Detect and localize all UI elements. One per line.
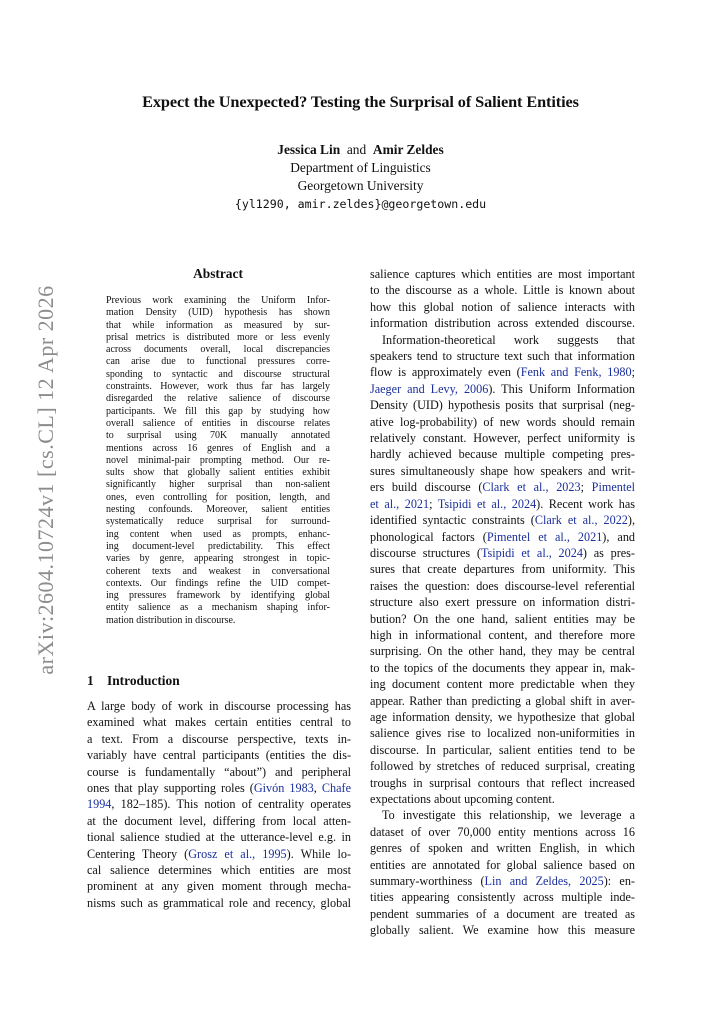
abstract-line: mation distribution in discourse.: [106, 614, 236, 626]
text-segment: ). While lo-: [286, 846, 352, 861]
text-line: prominent at any given moment through mecha-: [87, 879, 351, 894]
text-line: pendent summaries of a document are treated as: [370, 906, 635, 921]
text-segment: ), and: [602, 529, 636, 544]
author-name: Amir Zeldes: [372, 142, 444, 157]
text-line: speakers tend to structure text such that information: [370, 349, 635, 364]
text-line: Information-theoretical work suggests that: [382, 332, 635, 347]
citation-link[interactable]: Tsipidi et al., 2024: [437, 496, 537, 511]
text-line: troughs in surprisal contours that reflect increased: [370, 775, 635, 790]
text-line: globally salient. We examine how this measure: [370, 923, 635, 938]
text-line: [370, 873, 635, 889]
text-line: entities are annotated for global salience based on: [370, 857, 635, 872]
text-segment: discourse structures (: [370, 545, 481, 560]
text-line: [370, 529, 635, 545]
section-heading-introduction: [87, 673, 350, 689]
abstract-line: prisal metrics is distributed more or less evenly: [106, 331, 330, 343]
text-line: variably have central participants (entities the dis-: [87, 748, 351, 763]
introduction-text-right-column: [370, 266, 635, 939]
abstract-line: constraints. However, work thus far has largely: [106, 381, 330, 393]
text-line: raises the question: does discourse-level referential: [370, 578, 635, 593]
section-title: Introduction: [107, 673, 180, 688]
text-segment: ). This Uniform Information: [488, 381, 635, 396]
text-line: ing document content more predictable when they: [370, 677, 635, 692]
text-line: [87, 796, 351, 812]
text-line: [87, 846, 351, 862]
text-segment: ers build discourse (: [370, 480, 483, 495]
text-line: high in informational content, and therefore more: [370, 627, 635, 642]
text-line: age information density, we hypothesize that global: [370, 709, 635, 724]
text-line: ative log-probability) of new words should remain: [370, 414, 635, 429]
text-line: course is fundamentally “about”) and peripheral: [87, 764, 351, 779]
text-line: how this global notion of salience interacts with: [370, 299, 635, 314]
citation-link[interactable]: Clark et al., 2022: [534, 513, 628, 528]
text-segment: , 182–185). This notion of centrality operates: [111, 797, 351, 812]
text-segment: ) as pres-: [582, 545, 635, 560]
text-segment: ;: [631, 365, 635, 380]
author-conjunction: and: [346, 142, 367, 157]
author-names: [0, 141, 721, 159]
abstract-heading: Abstract: [193, 266, 243, 281]
text-line: nisms such as grammatical role and recency, global: [87, 895, 351, 910]
abstract-line: sults show that globally salient entities exhibit: [106, 467, 330, 479]
text-segment: Centering Theory (: [87, 846, 189, 861]
abstract-line: that while information as measured by sur-: [106, 319, 330, 331]
text-line: expectations about upcoming content.: [370, 792, 555, 806]
text-line: cal salience determines which entities are most: [87, 863, 351, 878]
author-department: Department of Linguistics: [290, 160, 431, 175]
text-line: information distribution across extended discourse.: [370, 316, 635, 331]
text-line: sures simultaneously shape how speakers and writ-: [370, 463, 635, 478]
text-line: bution? On the one hand, salient entities may be: [370, 611, 635, 626]
text-segment: identified syntactic constraints (: [370, 513, 535, 528]
citation-link[interactable]: Fenk and Fenk, 1980: [520, 365, 632, 380]
text-segment: phonological factors (: [370, 529, 487, 544]
abstract-line: coherent texts and weakest in conversational: [106, 565, 330, 577]
text-segment: summary-worthiness (: [370, 874, 485, 889]
abstract-line: sponding to syntactic and discourse structural: [106, 368, 330, 380]
author-name: Jessica Lin: [277, 142, 341, 157]
text-line: surprising. On the other hand, they may be central: [370, 644, 635, 659]
abstract-line: can arise due to functional pressures corre-: [106, 356, 330, 368]
text-line: [370, 381, 635, 397]
abstract-line: mation Density (UID) hypothesis has shown: [106, 307, 330, 319]
text-segment: ),: [627, 513, 635, 528]
abstract-line: varies by genre, appearing strongest in topic-: [106, 553, 330, 565]
text-line: [87, 780, 351, 796]
text-segment: ): en-: [603, 874, 635, 889]
citation-link[interactable]: Jaeger and Levy, 2006: [370, 381, 489, 396]
text-line: dataset of over 70,000 entity mentions across 16: [370, 824, 635, 839]
abstract-line: ing content when used as prompts, enhanc-: [106, 528, 330, 540]
arxiv-identifier-stamp: arXiv:2604.10724v1 [cs.CL] 12 Apr 2026: [33, 285, 58, 675]
citation-link[interactable]: et al., 2021: [370, 496, 430, 511]
citation-link[interactable]: Grosz et al., 1995: [188, 846, 287, 861]
abstract-line: nesting confounds. Moreover, salient entities: [106, 504, 330, 516]
text-line: tional salience studied at the utterance-level e.g. in: [87, 830, 351, 845]
abstract-line: to surprisal using 70K manually annotated: [106, 430, 330, 442]
text-line: To investigate this relationship, we leverage a: [382, 808, 635, 823]
text-line: to the discourse as a whole. Little is known about: [370, 283, 635, 298]
citation-link[interactable]: 1994: [87, 797, 112, 812]
paper-title: Expect the Unexpected? Testing the Surprisal of Salient Entities: [142, 92, 579, 111]
introduction-text-left-column: [87, 698, 351, 911]
text-segment: ones that play supporting roles (: [87, 781, 254, 796]
text-line: a text. From a discourse perspective, texts in-: [87, 731, 351, 746]
text-segment: ,: [313, 781, 322, 796]
abstract-line: systematically reduce surprisal for surround-: [106, 516, 330, 528]
text-line: to the topics of the documents they appear in, mak-: [370, 660, 635, 675]
text-line: salience gives rise to localized non-uniformities in: [370, 726, 635, 741]
abstract-line: disregarded the relative salience of discourse: [106, 393, 330, 405]
text-line: discourse. In particular, salient entities tend to be: [370, 742, 635, 757]
author-university: Georgetown University: [297, 178, 424, 193]
text-line: examined what makes certain entities central to: [87, 715, 351, 730]
text-line: at the document level, differing from local atten-: [87, 813, 351, 828]
citation-link[interactable]: Clark et al., 2023: [482, 480, 581, 495]
citation-link[interactable]: Chafe: [321, 781, 352, 796]
text-line: [370, 364, 635, 380]
text-line: relatively constant. However, perfect uniformity is: [370, 431, 635, 446]
text-line: tities appearing consistently across multiple inde-: [370, 890, 635, 905]
text-line: [370, 496, 635, 512]
section-number: 1: [87, 673, 94, 688]
text-line: genres of spoken and written English, in which: [370, 841, 635, 856]
abstract-line: across documents overall, local discrepancies: [106, 344, 330, 356]
citation-link[interactable]: Givón 1983: [253, 781, 314, 796]
abstract-line: significantly higher surprisal than non-salient: [106, 479, 330, 491]
abstract-text: [106, 295, 330, 627]
abstract-line: ing pressures framework by identifying global: [106, 590, 330, 602]
abstract-line: ing document-level predictability. This effect: [106, 540, 330, 552]
text-line: [370, 545, 635, 561]
abstract-line: overall salience of entities in discourse relates: [106, 417, 330, 429]
citation-link[interactable]: Pimentel: [591, 480, 636, 495]
text-line: salience captures which entities are most important: [370, 267, 635, 281]
abstract-line: novel minimal-pair prompting method. Our re-: [106, 454, 330, 466]
text-line: sures that create departures from uniformity. This: [370, 562, 635, 577]
abstract-line: participants. We fill this gap by studying how: [106, 405, 330, 417]
citation-link[interactable]: Pimentel et al., 2021: [486, 529, 603, 544]
text-line: Density (UID) hypothesis posits that surprisal (neg-: [370, 398, 635, 413]
abstract-line: mentions across 16 genres of English and a: [106, 442, 330, 454]
abstract-line: Previous work examining the Uniform Infor-: [106, 295, 330, 306]
abstract-line: ones, even controlling for position, length, and: [106, 491, 330, 503]
text-line: appear. Rather than predicting a global shift in aver-: [370, 693, 635, 708]
text-segment: ). Recent work has: [536, 496, 635, 511]
text-line: [370, 512, 635, 528]
text-line: followed by stretches of reduced surprisal, creating: [370, 759, 635, 774]
author-block: [0, 141, 721, 213]
abstract-line: contexts. Our findings refine the UID compet-: [106, 577, 330, 589]
text-segment: ;: [580, 480, 592, 495]
text-line: hardly achieved because multiple competing pres-: [370, 447, 635, 462]
text-segment: flow is approximately even (: [370, 365, 521, 380]
text-segment: ;: [429, 496, 438, 511]
text-line: [370, 479, 635, 495]
abstract-line: entity salience as a mechanism shaping infor-: [106, 602, 330, 614]
text-line: A large body of work in discourse processing has: [87, 699, 351, 713]
text-line: structure also exert pressure on information distri-: [370, 595, 635, 610]
citation-link[interactable]: Lin and Zeldes, 2025: [484, 874, 604, 889]
author-email: {yl1290, amir.zeldes}@georgetown.edu: [234, 197, 487, 211]
citation-link[interactable]: Tsipidi et al., 2024: [480, 545, 583, 560]
